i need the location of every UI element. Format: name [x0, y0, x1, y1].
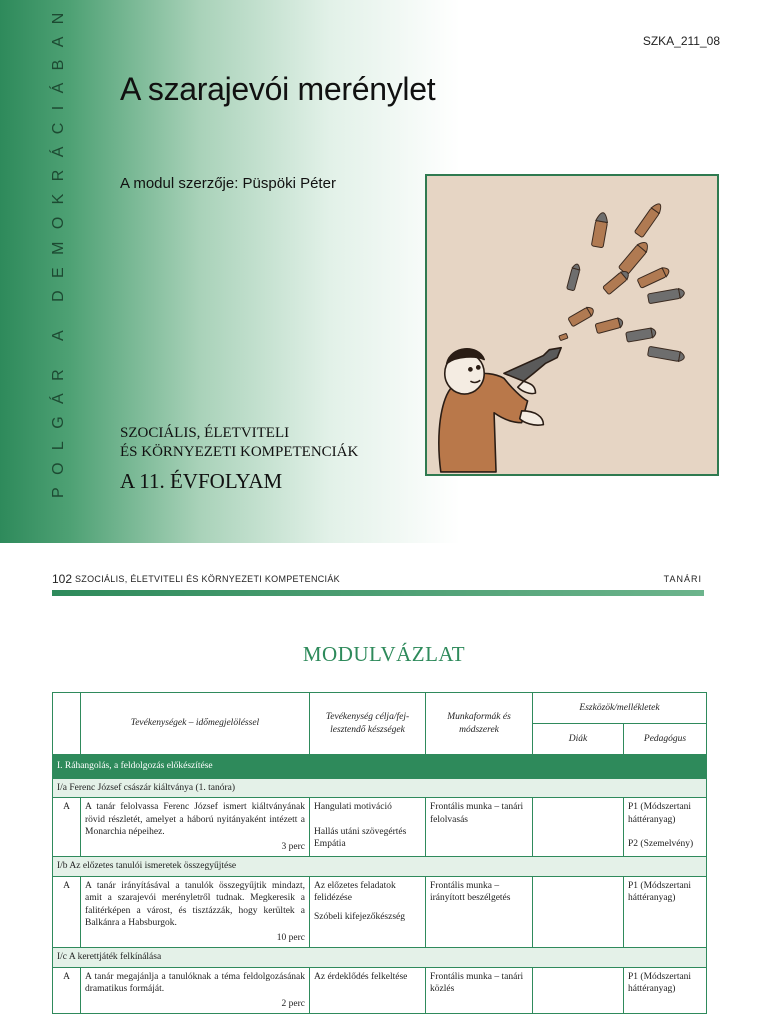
method-cell: Frontális munka – irányított beszélgetés — [426, 876, 533, 948]
method-cell: Frontális munka – tanári felolvasás — [426, 798, 533, 857]
author-line: A modul szerzője: Püspöki Péter — [120, 175, 336, 192]
table-header-row — [53, 693, 707, 724]
bullets-group — [559, 201, 685, 362]
activity-text: A tanár megajánlja a tanulóknak a téma feldolgozásának dramatikus formáját. — [85, 971, 305, 994]
activity-time: 2 perc — [281, 998, 305, 1009]
header-tools: Eszközök/mellékletek — [533, 693, 707, 724]
header-student: Diák — [533, 724, 624, 755]
subsection-row — [53, 948, 707, 968]
subsection-b-title: I/b Az előzetes tanulói ismeretek összegyűjtése — [53, 857, 707, 877]
competence-label — [120, 424, 358, 462]
student-cell — [533, 967, 624, 1014]
series-vertical-title — [47, 0, 87, 498]
teacher-cell — [624, 798, 707, 857]
competence-line-2: ÉS KÖRNYEZETI KOMPETENCIÁK — [120, 444, 359, 460]
activity-cell — [81, 798, 310, 857]
section-title: I. Ráhangolás, a feldolgozás előkészítése — [53, 755, 707, 779]
teacher-material: P1 (Módszertani háttéranyag) — [628, 802, 692, 825]
grade-label: A 11. ÉVFOLYAM — [120, 469, 283, 493]
running-right-label: TANÁRI — [663, 574, 702, 584]
goal-text: Az előzetes feladatok felidézése — [314, 880, 396, 903]
table-row — [53, 876, 707, 948]
subsection-row — [53, 778, 707, 798]
header-goal: Tevékenység célja/fejlesztendő készségek — [310, 693, 426, 755]
running-header — [52, 572, 704, 588]
activity-time: 3 perc — [281, 841, 305, 852]
header-empty-cell — [53, 693, 81, 755]
goal-text: Empátia — [314, 839, 346, 849]
goal-cell — [310, 798, 426, 857]
goal-cell — [310, 876, 426, 948]
row-label: A — [53, 876, 81, 948]
cover-illustration — [425, 174, 719, 476]
row-label: A — [53, 798, 81, 857]
activity-cell — [81, 876, 310, 948]
page-title: A szarajevói merénylet — [120, 71, 436, 107]
header-rule — [52, 590, 704, 596]
module-outline-table — [52, 692, 707, 1014]
subsection-c-title: I/c A kerettjáték felkínálása — [53, 948, 707, 968]
row-label: A — [53, 967, 81, 1014]
student-cell — [533, 798, 624, 857]
document-code: SZKA_211_08 — [642, 34, 720, 48]
running-title: SZOCIÁLIS, ÉLETVITELI ÉS KÖRNYEZETI KOMPETENCIÁK — [75, 574, 340, 584]
teacher-cell: P1 (Módszertani háttéranyag) — [624, 876, 707, 948]
competence-line-1: SZOCIÁLIS, ÉLETVITELI — [120, 425, 290, 441]
boy-shooting-bullets-illustration — [427, 176, 717, 474]
header-methods: Munkaformák és módszerek — [426, 693, 533, 755]
boy-figure — [439, 348, 561, 472]
activity-text: A tanár felolvassa Ferenc József ismert kiáltványának rövid részletét, amelyet a háború nyitányaként intézett a Monarchia népeihez. — [85, 802, 305, 837]
activity-time: 10 perc — [276, 932, 305, 943]
goal-text: Hallás utáni szövegértés — [314, 826, 407, 837]
student-cell — [533, 876, 624, 948]
table-row — [53, 798, 707, 857]
subsection-row — [53, 857, 707, 877]
page-number: 102 — [52, 572, 73, 586]
header-activities: Tevékenységek – időmegjelöléssel — [81, 693, 310, 755]
header-teacher: Pedagógus — [624, 724, 707, 755]
goal-text: Hangulati motiváció — [314, 802, 392, 812]
method-cell: Frontális munka – tanári közlés — [426, 967, 533, 1014]
activity-text: A tanár irányításával a tanulók összegyűjtik mindazt, amit a szarajevói merényletről tudnak. Megkeresik a falitérképen a várost, és tisztázzák, hogy kerültek a Balkánra a Habsburgok. — [85, 880, 305, 928]
table-row — [53, 967, 707, 1014]
teacher-material: P2 (Szemelvény) — [628, 839, 694, 849]
subsection-a-title: I/a Ferenc József császár kiáltványa (1. tanóra) — [53, 778, 707, 798]
section-row — [53, 755, 707, 779]
series-vertical-text: POLGÁR A DEMOKRÁCIÁBAN — [50, 0, 67, 498]
goal-text: Szóbeli kifejezőkészség — [314, 911, 406, 922]
activity-cell — [81, 967, 310, 1014]
goal-cell: Az érdeklődés felkeltése — [310, 967, 426, 1014]
section-heading: MODULVÁZLAT — [302, 642, 466, 666]
teacher-cell: P1 (Módszertani háttéranyag) — [624, 967, 707, 1014]
